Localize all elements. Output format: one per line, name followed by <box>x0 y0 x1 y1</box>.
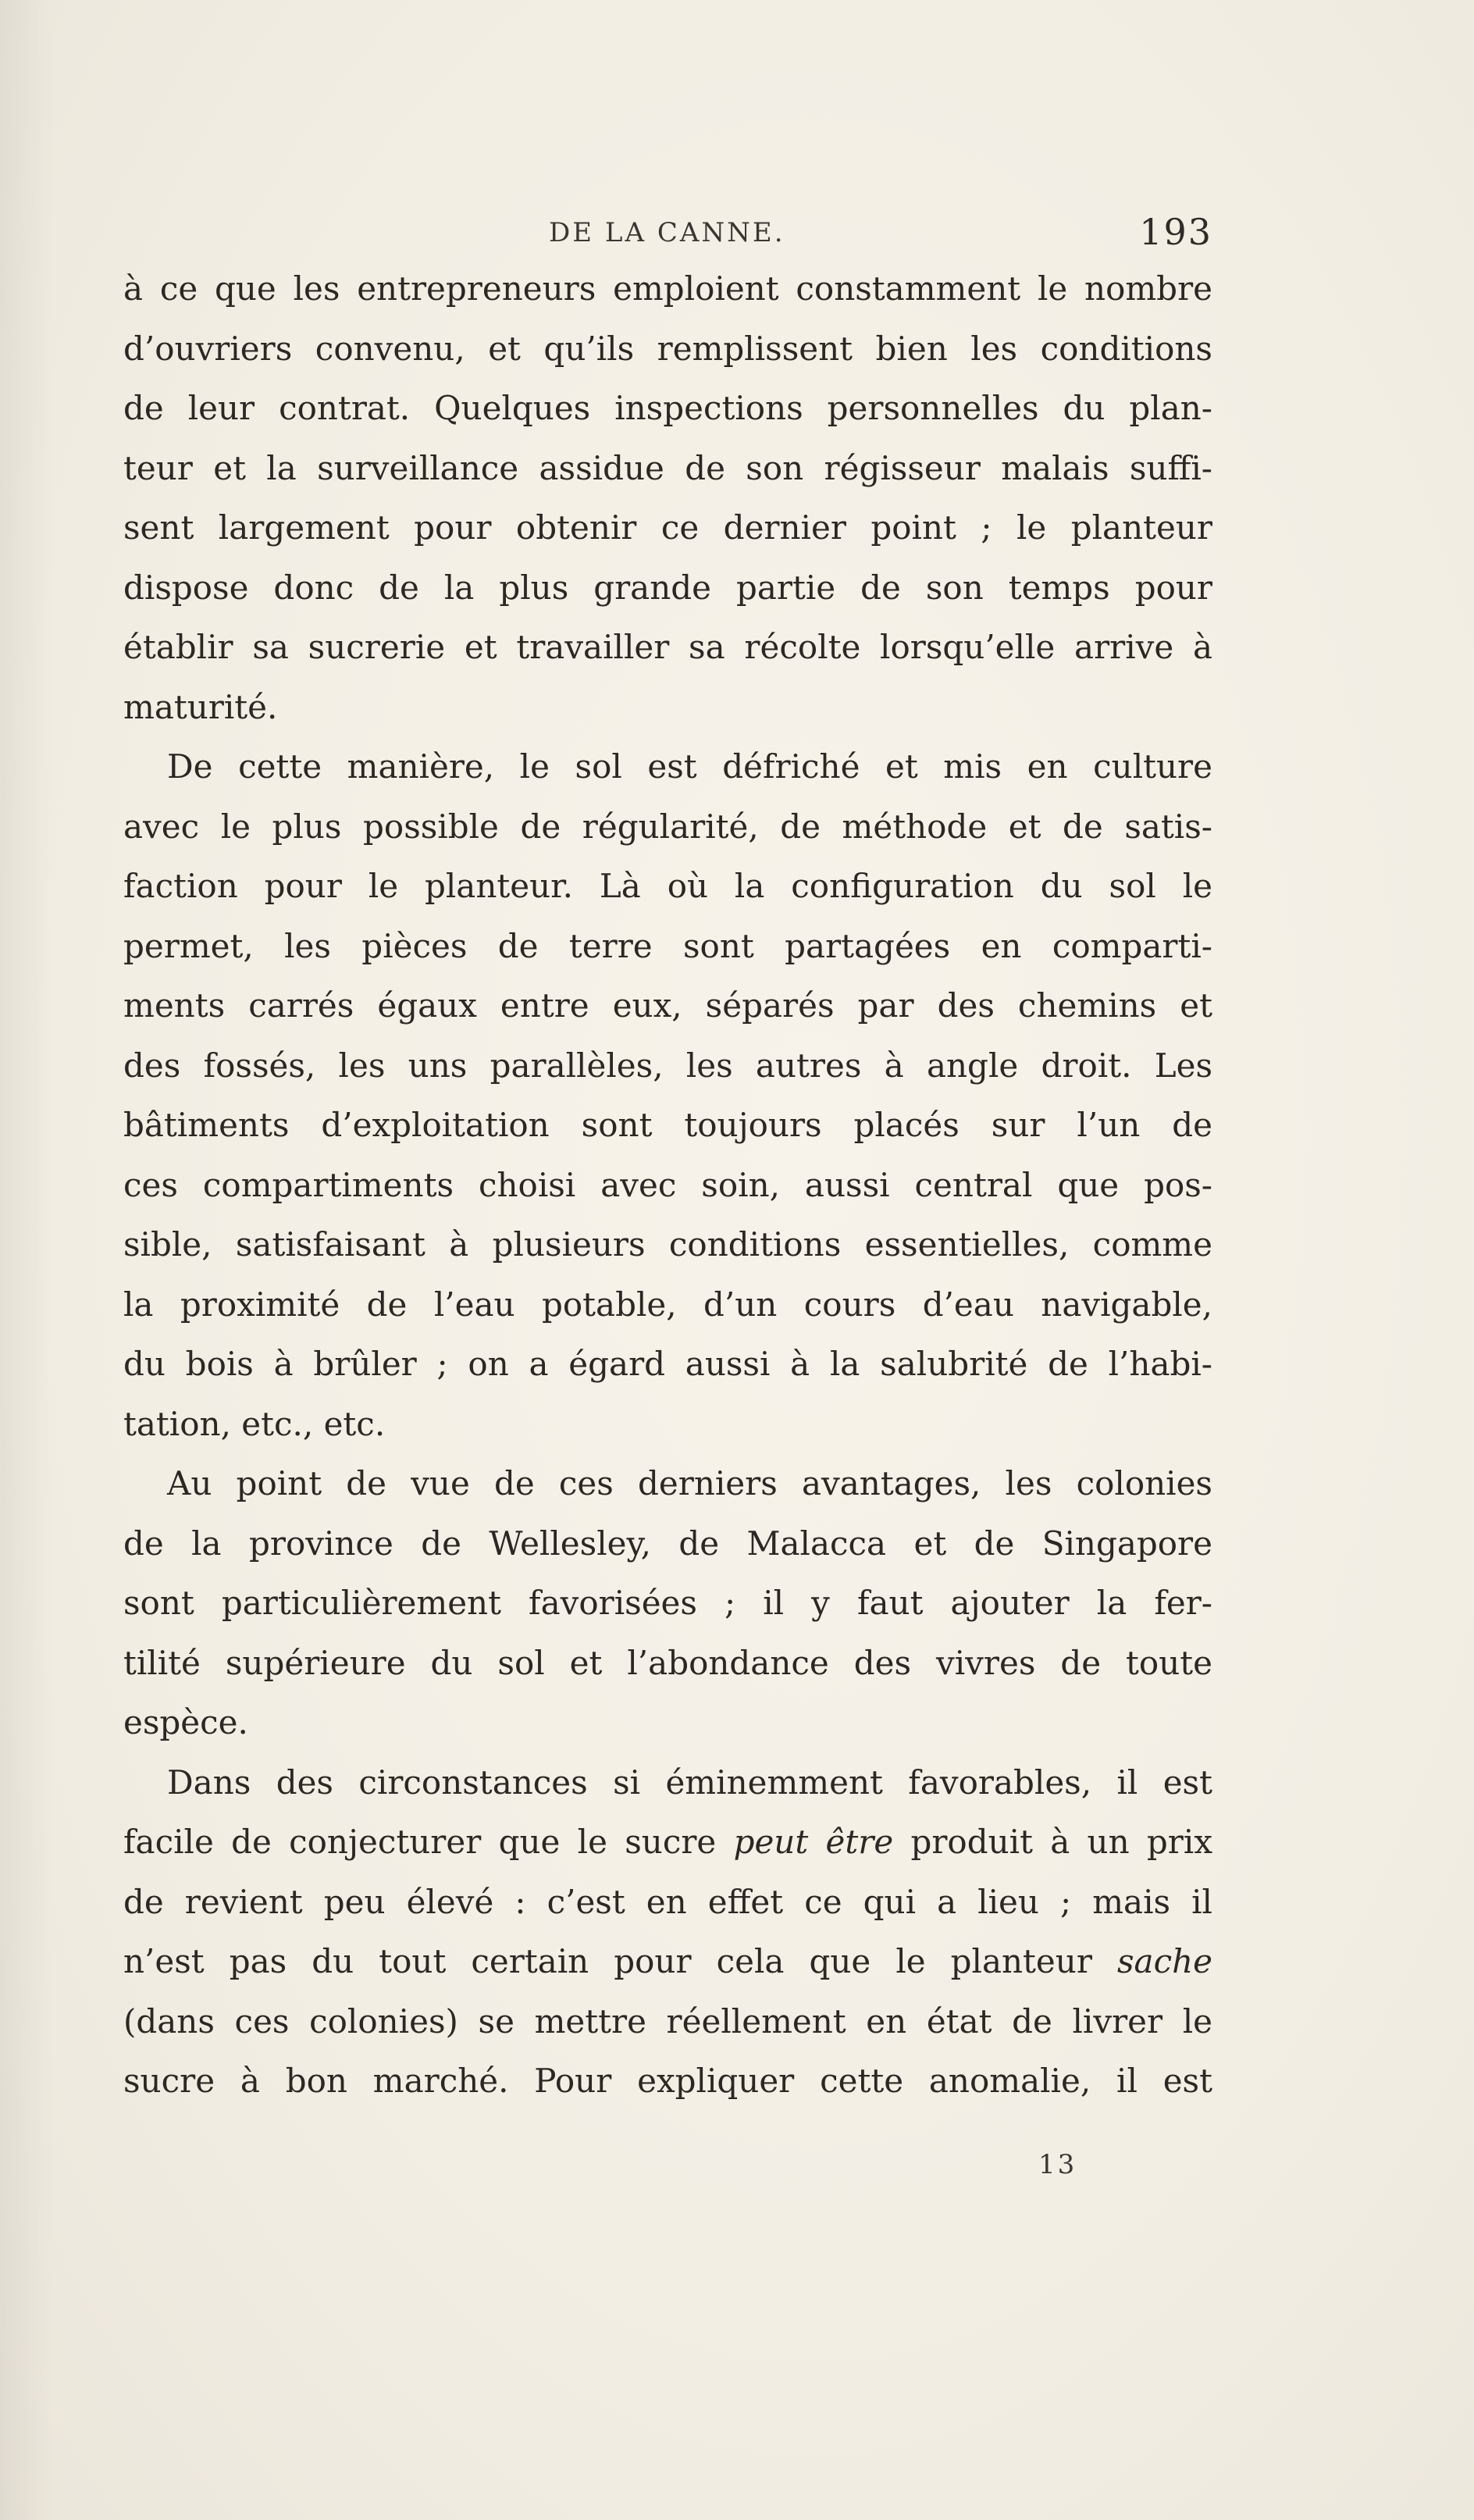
text-line: (dans ces colonies) se mettre réellement en état de livrer le <box>123 2001 1212 2041</box>
text-line: tation, etc., etc. <box>123 1404 386 1443</box>
text-line: maturité. <box>123 687 278 726</box>
text-line: du bois à brûler ; on a égard aussi à la salubrité de l’habi- <box>123 1345 1212 1383</box>
text-line: sent largement pour obtenir ce dernier point ; le planteur <box>123 508 1212 547</box>
text-line: à ce que les entrepreneurs emploient constamment le nombre <box>123 269 1212 308</box>
text-line: bâtiments d’exploitation sont toujours placés sur l’un de <box>123 1106 1212 1144</box>
paragraph-4 <box>123 1753 1212 2112</box>
gutter-shadow <box>0 0 55 2520</box>
text-line: n’est pas du tout certain pour cela que le planteur sache <box>123 1942 1212 1980</box>
text-line: d’ouvriers convenu, et qu’ils remplissent bien les conditions <box>123 329 1212 368</box>
paragraph-3 <box>123 1454 1212 1753</box>
text-block <box>123 195 1212 2112</box>
text-line: Dans des circonstances si éminemment favorables, il est <box>167 1763 1212 1802</box>
text-line: établir sa sucrerie et travailler sa récolte lorsqu’elle arrive à <box>123 628 1212 666</box>
text-line: de revient peu élevé : c’est en effet ce qui a lieu ; mais il <box>123 1882 1212 1921</box>
italic-text: sache <box>1116 1942 1212 1980</box>
text-line: ments carrés égaux entre eux, séparés par des chemins et <box>123 986 1212 1025</box>
text-line: De cette manière, le sol est défriché et mis en culture <box>167 747 1212 786</box>
page-header <box>123 195 1212 259</box>
text-line: sucre à bon marché. Pour expliquer cette anomalie, il est <box>123 2062 1212 2100</box>
text-line: ces compartiments choisi avec soin, aussi central que pos- <box>123 1165 1212 1204</box>
text-line: la proximité de l’eau potable, d’un cours d’eau navigable, <box>123 1285 1212 1324</box>
text-line: sont particulièrement favorisées ; il y faut ajouter la fer- <box>123 1584 1212 1622</box>
italic-text: peut être <box>733 1823 894 1861</box>
text-line: des fossés, les uns parallèles, les autres à angle droit. Les <box>123 1046 1212 1085</box>
text-line: teur et la surveillance assidue de son régisseur malais suffi- <box>123 448 1212 487</box>
text-line: permet, les pièces de terre sont partagées en comparti- <box>123 926 1212 965</box>
text-line: dispose donc de la plus grande partie de son temps pour <box>123 568 1212 607</box>
paragraph-1 <box>123 259 1212 737</box>
signature-mark: 13 <box>1038 2149 1077 2180</box>
text-line: sible, satisfaisant à plusieurs conditions essentielles, comme <box>123 1225 1212 1264</box>
paragraph-2 <box>123 737 1212 1454</box>
text-line: tilité supérieure du sol et l’abondance des vivres de toute <box>123 1643 1212 1682</box>
text-line: espèce. <box>123 1703 248 1741</box>
text-line: avec le plus possible de régularité, de méthode et de satis- <box>123 807 1212 846</box>
text-line: de leur contrat. Quelques inspections personnelles du plan- <box>123 389 1212 427</box>
text-line: Au point de vue de ces derniers avantages, les colonies <box>167 1464 1212 1502</box>
running-head: DE LA CANNE. <box>549 217 785 248</box>
text-line: facile de conjecturer que le sucre peut être produit à un prix <box>123 1823 1213 1861</box>
page-number: 193 <box>1139 211 1212 253</box>
text-line: faction pour le planteur. Là où la configuration du sol le <box>123 867 1212 905</box>
text-line: de la province de Wellesley, de Malacca et de Singapore <box>123 1524 1212 1563</box>
